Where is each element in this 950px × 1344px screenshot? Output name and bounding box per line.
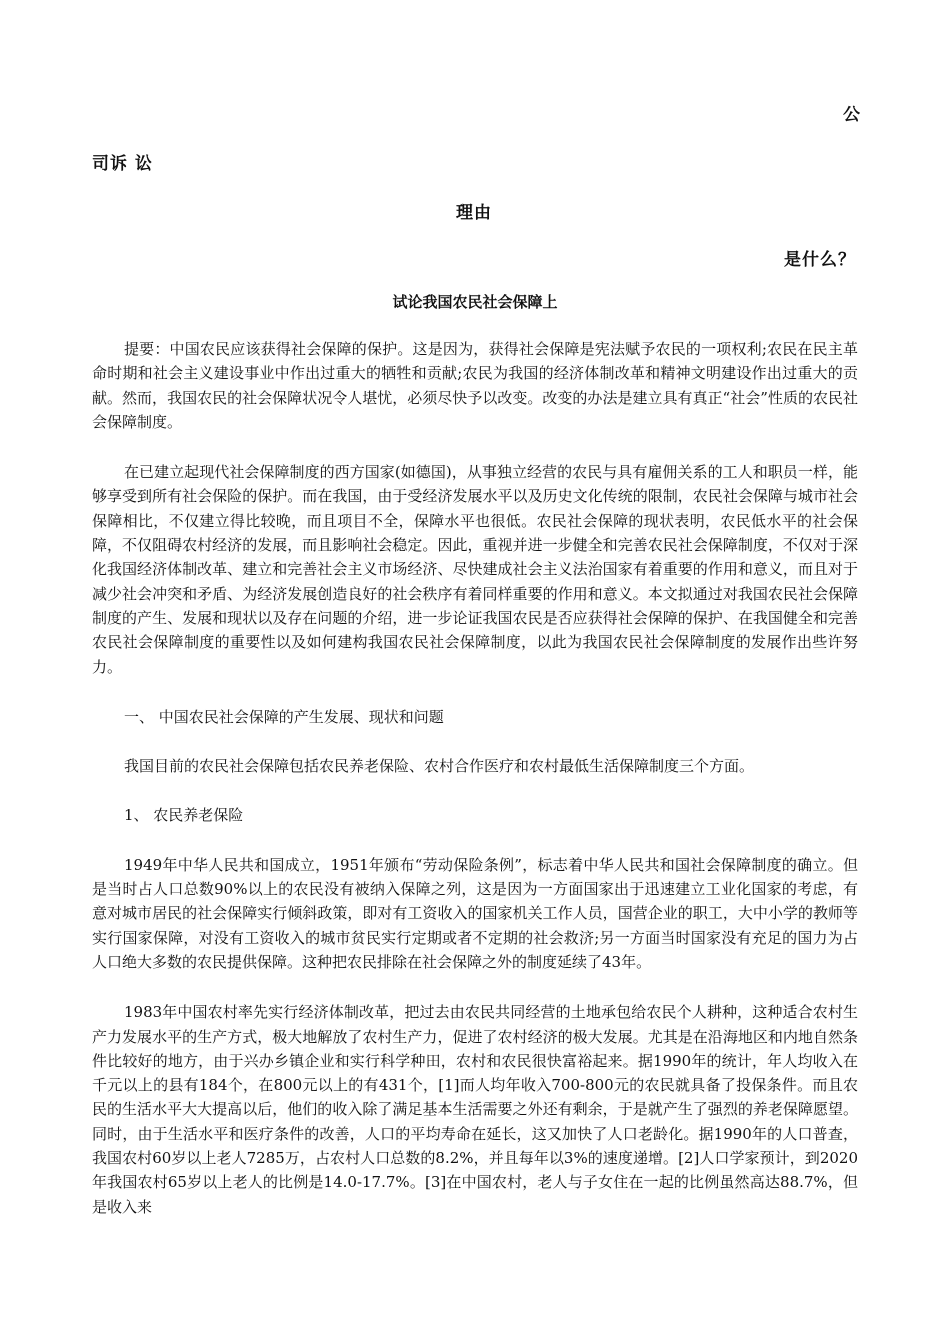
subsection-heading: 1、 农民养老保险	[124, 806, 244, 825]
intro-paragraph: 在已建立起现代社会保障制度的西方国家(如德国)，从事独立经营的农民与具有雇佣关系的工人和职员一样，能够享受到所有社会保险的保护。而在我国，由于受经济发展水平以及历史文化传统的限制，农民社会保障与城市社会保障相比，不仅建立得比较晚，而且项目不全，保障水平也很低。农民社会保障的现状表明，农民低水平的社会保障，不仅阻碍农村经济的发展，而且影响社会稳定。因此，重视并进一步健全和完善农民社会保障制度，不仅对于深化我国经济体制改革、建立和完善社会主义市场经济、尽快建成社会主义法治国家有着重要的作用和意义，而且对于减少社会冲突和矛盾、为经济发展创造良好的社会秩序有着同样重要的作用和意义。本文拟通过对我国农民社会保障制度的产生、发展和现状以及存在问题的介绍，进一步论证我国农民是否应获得社会保障的保护、在我国健全和完善农民社会保障制度的重要性以及如何建构我国农民社会保障制度，以此为我国农民社会保障制度的发展作出些许努力。	[92, 463, 858, 676]
heading-line-2: 司诉 讼	[92, 154, 153, 174]
heading-line-1: 公	[843, 105, 861, 125]
article-title: 试论我国农民社会保障上	[392, 293, 558, 311]
section-heading: 一、 中国农民社会保障的产生发展、现状和问题	[124, 707, 444, 726]
body-paragraph: 1949年中华人民共和国成立，1951年颁布“劳动保险条例”，标志着中华人民共和国社会保障制度的确立。但是当时占人口总数90%以上的农民没有被纳入保障之列，这是因为一方面国家出于迅速建立工业化国家的考虑，有意对城市居民的社会保障实行倾斜政策，即对有工资收入的国家机关工作人员，国营企业的职工，大中小学的教师等实行国家保障，对没有工资收入的城市贫民实行定期或者不定期的社会救济;另一方面当时国家没有充足的国力为占人口绝大多数的农民提供保障。这种把农民排除在社会保障之外的制度延续了43年。	[92, 855, 858, 971]
section-intro-paragraph: 我国目前的农民社会保障包括农民养老保险、农村合作医疗和农村最低生活保障制度三个方面。	[124, 757, 755, 776]
heading-line-3: 理由	[456, 203, 492, 223]
abstract-paragraph: 提要：中国农民应该获得社会保障的保护。这是因为，获得社会保障是宪法赋予农民的一项权利;农民在民主革命时期和社会主义建设事业中作出过重大的牺牲和贡献;农民为我国的经济体制改革和精神文明建设作出过重大的贡献。然而，我国农民的社会保障状况令人堪忧，必须尽快予以改变。改变的办法是建立具有真正“社会”性质的农民社会保障制度。	[92, 340, 858, 431]
heading-line-4: 是什么？	[784, 250, 856, 270]
body-paragraph: 1983年中国农村率先实行经济体制改革，把过去由农民共同经营的土地承包给农民个人耕种，这种适合农村生产力发展水平的生产方式，极大地解放了农村生产力，促进了农村经济的极大发展。尤其是在沿海地区和内地自然条件比较好的地方，由于兴办乡镇企业和实行科学种田，农村和农民很快富裕起来。据1990年的统计，年人均收入在千元以上的县有184个，在800元以上的有431个，[1]而人均年收入700-800元的农民就具备了投保条件。而且农民的生活水平大大提高以后，他们的收入除了满足基本生活需要之外还有剩余，于是就产生了强烈的养老保障愿望。同时，由于生活水平和医疗条件的改善，人口的平均寿命在延长，这又加快了人口老龄化。据1990年的人口普查，我国农村60岁以上老人7285万，占农村人口总数的8.2%，并且每年以3%的速度递增。[2]人口学家预计，到2020年我国农村65岁以上老人的比例是14.0-17.7%。[3]在中国农村，老人与子女住在一起的比例虽然高达88.7%，但是收入来	[92, 1003, 858, 1216]
article-body	[92, 337, 858, 1219]
